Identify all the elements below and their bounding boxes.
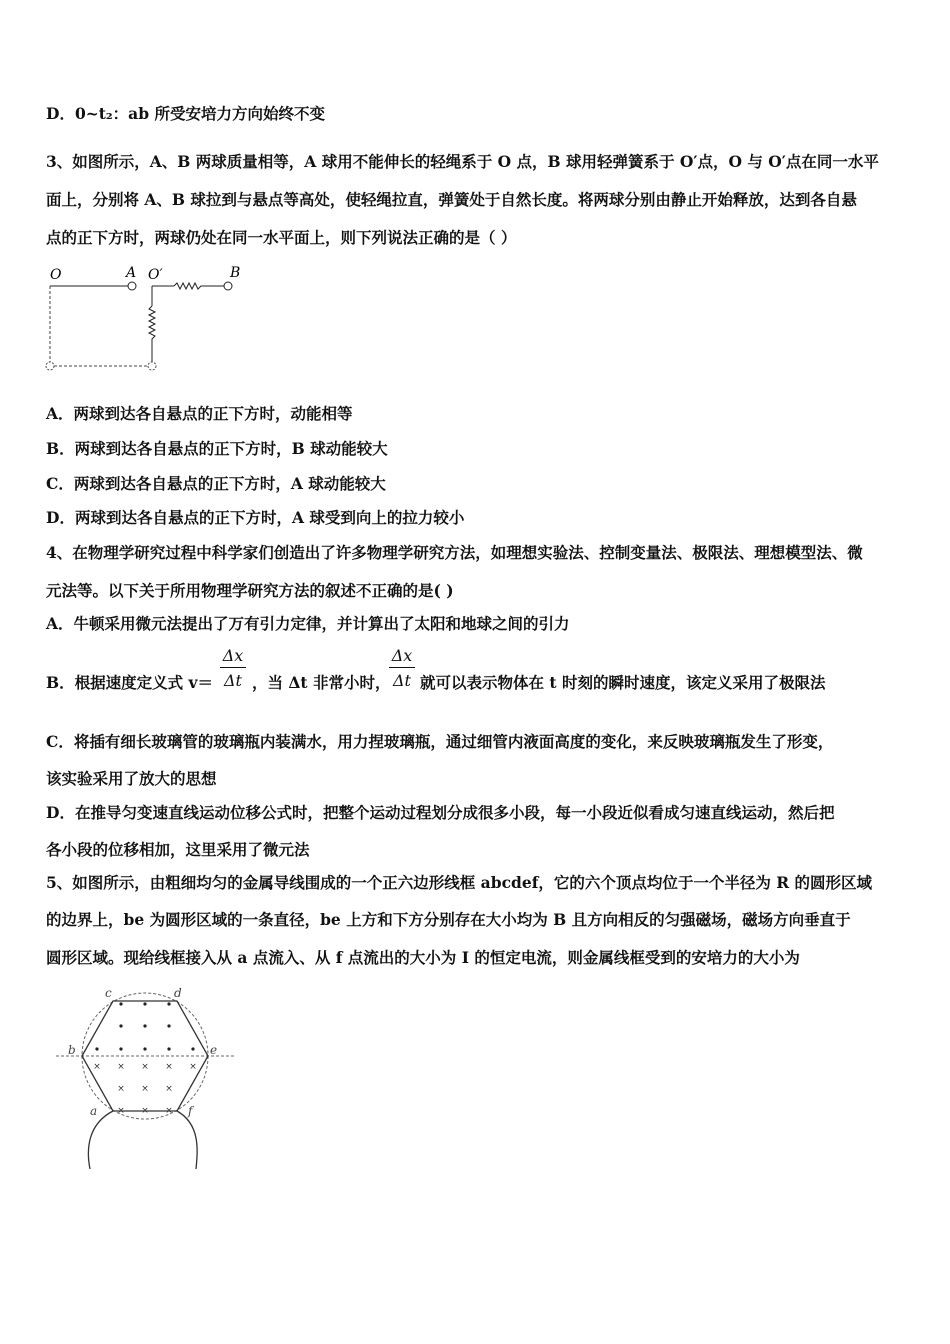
spring-B xyxy=(174,283,224,289)
q4-option-a: A．牛顿采用微元法提出了万有引力定律，并计算出了太阳和地球之间的引力 xyxy=(46,614,570,633)
q4-stem-line1: 4、在物理学研究过程中科学家们创造出了许多物理学研究方法，如理想实验法、控制变量法、极限法、理想模型法、微 xyxy=(46,543,863,562)
vertex-label-c: c xyxy=(105,986,112,1000)
q4-stem-line2: 元法等。以下关于所用物理学研究方法的叙述不正确的是( ) xyxy=(46,581,454,600)
q3-option-c: C．两球到达各自悬点的正下方时，A 球动能较大 xyxy=(46,474,386,493)
q5-stem-line1: 5、如图所示，由粗细均匀的金属导线围成的一个正六边形线框 abcdef，它的六个顶点均位于一个半径为 R 的圆形区域 xyxy=(46,873,873,892)
q3-pendulum-spring-figure xyxy=(44,262,254,380)
label-O-prime: O′ xyxy=(148,267,163,283)
q3-option-a: A．两球到达各自悬点的正下方时，动能相等 xyxy=(46,404,353,423)
svg-text:×: × xyxy=(117,1084,125,1094)
ball-B xyxy=(224,282,232,290)
q5-stem-line2: 的边界上，be 为圆形区域的一条直径，be 上方和下方分别存在大小均为 B 且方向相反的匀强磁场，磁场方向垂直于 xyxy=(46,910,851,929)
vertex-label-f: f xyxy=(188,1104,193,1118)
q5-stem-line3: 圆形区域。现给线框接入从 a 点流入、从 f 点流出的大小为 I 的恒定电流，则金属线框受到的安培力的大小为 xyxy=(46,948,800,967)
ball-A xyxy=(128,282,136,290)
svg-text:×: × xyxy=(165,1106,173,1116)
q4-option-c-line2: 该实验采用了放大的思想 xyxy=(46,769,217,788)
svg-text:×: × xyxy=(141,1106,149,1116)
vertex-label-e: e xyxy=(210,1043,218,1057)
q4-option-c-line1: C．将插有细长玻璃管的玻璃瓶内装满水，用力捏玻璃瓶，通过细管内液面高度的变化，来反映玻璃瓶发生了形变， xyxy=(46,732,834,751)
q3-stem-line2: 面上，分别将 A、B 球拉到与悬点等高处，使轻绳拉直，弹簧处于自然长度。将两球分别由静止开始释放，达到各自悬 xyxy=(46,190,857,209)
ball-B-bottom xyxy=(148,362,156,370)
circular-region xyxy=(82,993,208,1119)
q3-option-b: B．两球到达各自悬点的正下方时，B 球动能较大 xyxy=(46,439,388,458)
vertex-label-b: b xyxy=(68,1043,76,1057)
svg-text:×: × xyxy=(117,1106,125,1116)
label-A: A xyxy=(126,265,137,281)
hexagon-abcdef xyxy=(82,1001,208,1111)
vertex-label-a: a xyxy=(90,1104,98,1118)
svg-text:×: × xyxy=(117,1062,125,1072)
q2-option-d: D．0~t₂：ab 所受安培力方向始终不变 xyxy=(46,104,325,123)
spring-vertical xyxy=(149,306,155,362)
label-B: B xyxy=(230,265,241,281)
q5-hexagon-field-figure xyxy=(48,984,248,1174)
dots-field-out xyxy=(95,1002,194,1050)
ball-A-bottom xyxy=(46,362,54,370)
lead-wire-f xyxy=(177,1111,197,1169)
fraction-dx-dt-2: $\frac{\Delta x}{\Delta t}$ xyxy=(389,646,415,690)
svg-text:×: × xyxy=(93,1062,101,1072)
svg-text:×: × xyxy=(165,1084,173,1094)
q4-option-b-suffix: 就可以表示物体在 t 时刻的瞬时速度，该定义采用了极限法 xyxy=(420,673,826,692)
label-O: O xyxy=(50,267,62,283)
q3-stem-line3: 点的正下方时，两球仍处在同一水平面上，则下列说法正确的是（ ） xyxy=(46,228,517,247)
lead-wire-a xyxy=(88,1111,113,1169)
svg-text:×: × xyxy=(189,1062,197,1072)
svg-text:×: × xyxy=(141,1084,149,1094)
q4-option-b-prefix: B．根据速度定义式 v＝ xyxy=(46,673,214,692)
q3-stem-line1: 3、如图所示，A、B 两球质量相等，A 球用不能伸长的轻绳系于 O 点，B 球用轻弹簧系于 O′点，O 与 O′点在同一水平 xyxy=(46,152,879,171)
q4-option-d-line2: 各小段的位移相加，这里采用了微元法 xyxy=(46,840,310,859)
svg-text:×: × xyxy=(165,1062,173,1072)
fraction-dx-dt-1: $\frac{\Delta x}{\Delta t}$ xyxy=(220,646,246,690)
q4-option-d-line1: D．在推导匀变速直线运动位移公式时，把整个运动过程划分成很多小段，每一小段近似看成匀速直线运动，然后把 xyxy=(46,803,835,822)
vertex-label-d: d xyxy=(174,986,182,1000)
q3-option-d: D．两球到达各自悬点的正下方时，A 球受到向上的拉力较小 xyxy=(46,508,465,527)
q4-option-b-middle: ，当 Δt 非常小时， xyxy=(252,673,391,692)
svg-text:×: × xyxy=(141,1062,149,1072)
